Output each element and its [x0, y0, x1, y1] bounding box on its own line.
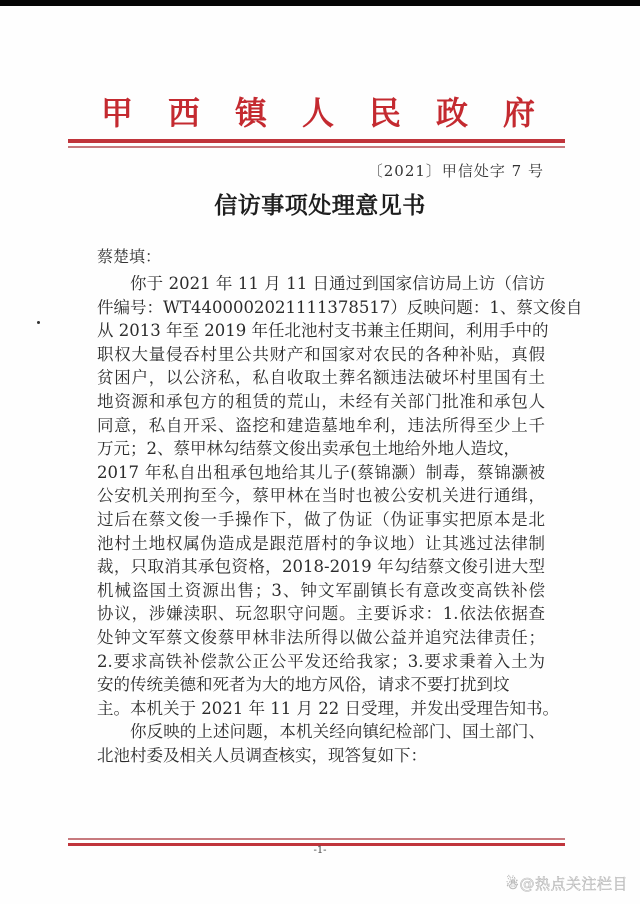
body-line: 职权大量侵吞村里公共财产和国家对农民的各种补贴，真假 [97, 344, 545, 364]
body-line: 裁，只取消其承包资格，2018-2019 年勾结蔡文俊引进大型 [97, 557, 545, 577]
letterhead-char: 西 [167, 94, 200, 132]
body-line: 北池村委及相关人员调查核实，现答复如下： [97, 745, 427, 765]
scan-artifact-dot [37, 321, 40, 324]
body-line: 万元；2、蔡甲林勾结蔡文俊出卖承包土地给外地人造坟， [97, 439, 520, 459]
body-line: 处钟文军蔡文俊蔡甲林非法所得以做公益并追究法律责任； [97, 627, 545, 647]
body-line: 地资源和承包方的租赁的荒山，未经有关部门批准和承包人 [97, 391, 545, 411]
page-number: -1- [313, 845, 327, 856]
body-line: 池村土地权属伪造成是跟范厝村的争议地）让其逃过法律制 [97, 533, 545, 553]
body-line: 机械盗国土资源出售；3、钟文军副镇长有意改变高铁补偿 [97, 580, 545, 600]
body-line: 协议，涉嫌渎职、玩忽职守问题。主要诉求：1.依法依据查 [97, 604, 545, 624]
document-title: 信访事项处理意见书 [214, 193, 426, 219]
letterhead-char: 民 [368, 94, 401, 132]
body-line: 2.要求高铁补偿款公正公平发还给我家；3.要求秉着入土为 [97, 651, 545, 671]
body-line: 同意，私自开采、盗挖和建造墓地牟利，违法所得至少上千 [97, 415, 545, 435]
body-line: 件编号：WT4400002021111378517）反映问题：1、蔡文俊自 [97, 297, 583, 317]
source-watermark [506, 873, 628, 894]
document-body [97, 272, 583, 767]
watermark-text: @热点关注栏目 [519, 875, 628, 893]
document-number: 〔2021〕甲信处字 7 号 [367, 162, 544, 180]
letterhead-char: 府 [502, 94, 535, 132]
body-line: 你于 2021 年 11 月 11 日通过到国家信访局上访（信访 [130, 274, 545, 293]
header-red-rule-thin [68, 146, 565, 148]
body-line: 安的传统美德和死者为大的地方风俗，请求不要打扰到坟 [97, 675, 510, 695]
letterhead-char: 人 [301, 94, 334, 132]
letterhead-char: 政 [435, 94, 468, 132]
body-line: 主。本机关于 2021 年 11 月 22 日受理，并发出受理告知书。 [97, 698, 559, 718]
body-line: 你反映的上述问题，本机关经向镇纪检部门、国土部门、 [130, 722, 545, 742]
letterhead-char: 甲 [100, 94, 133, 132]
body-line: 贫困户，以公济私，私自收取土葬名额违法破坏村里国有土 [97, 368, 545, 388]
body-line: 2017 年私自出租承包地给其儿子(蔡锦灏）制毒，蔡锦灏被 [97, 462, 545, 482]
body-line: 从 2013 年至 2019 年任北池村支书兼主任期间，利用手中的 [97, 321, 549, 341]
paw-icon: ☃ [505, 875, 520, 893]
salutation: 蔡楚填： [97, 247, 162, 266]
header-red-rule-thick [68, 139, 565, 143]
body-line: 过后在蔡文俊一手操作下，做了伪证（伪证事实把原本是北 [97, 509, 545, 529]
letterhead-government-name [100, 88, 536, 134]
letterhead-char: 镇 [234, 94, 267, 132]
top-scan-border [0, 0, 640, 6]
body-line: 公安机关刑拘至今，蔡甲林在当时也被公安机关进行通缉， [97, 486, 545, 506]
footer-red-rule-thin [68, 838, 565, 840]
